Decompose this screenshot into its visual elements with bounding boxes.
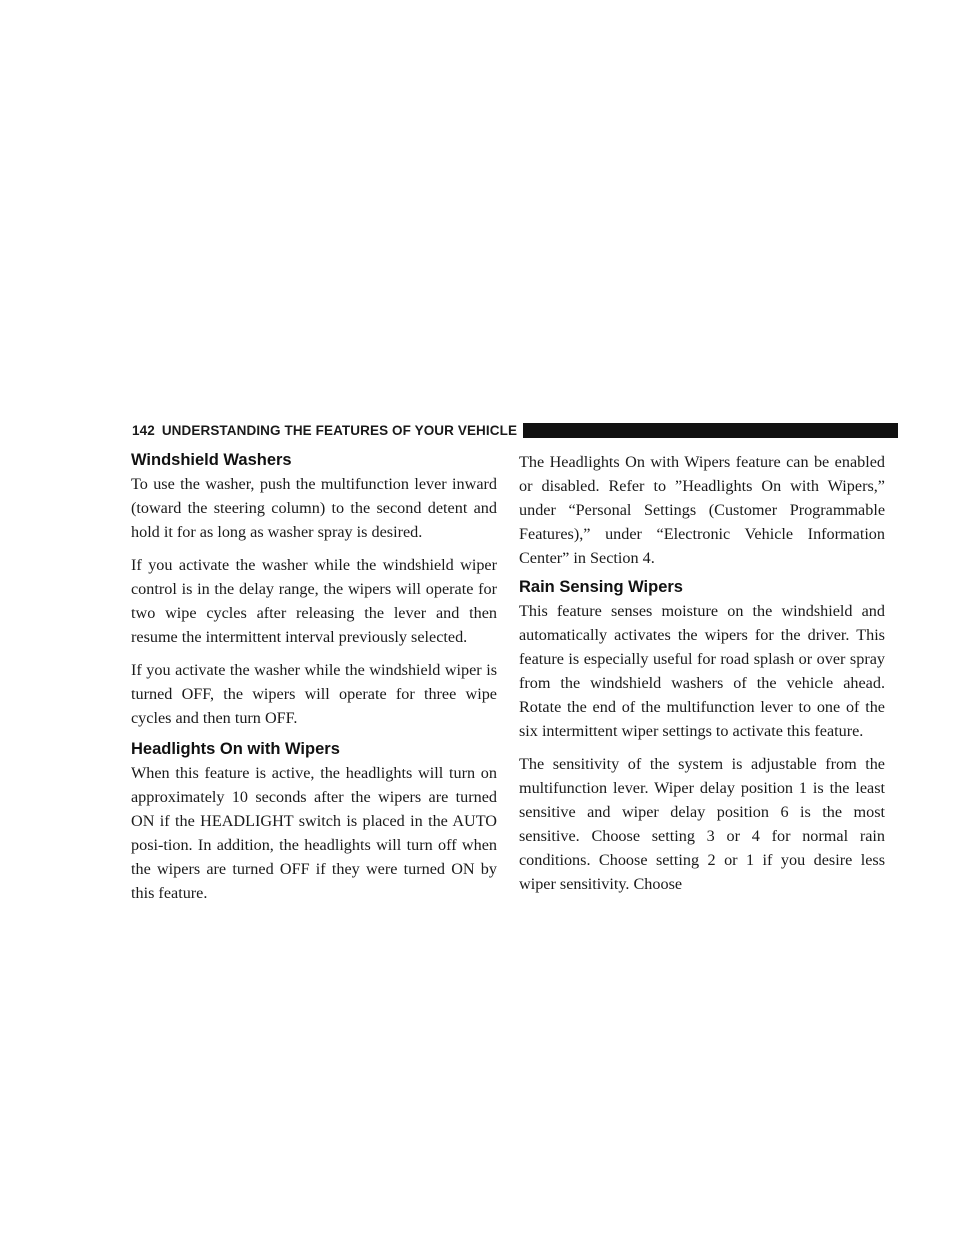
page-number: 142 bbox=[132, 422, 155, 438]
chapter-title: UNDERSTANDING THE FEATURES OF YOUR VEHICLE bbox=[161, 422, 518, 438]
body-paragraph: To use the washer, push the multifunction lever inward (toward the steering column) to the second detent and hold it for as long as washer spray is desired. bbox=[131, 475, 497, 541]
body-paragraph: If you activate the washer while the windshield wiper is turned OFF, the wipers will operate for three wipe cycles and then turn OFF. bbox=[131, 661, 497, 727]
right-column bbox=[519, 450, 885, 905]
section-heading: Windshield Washers bbox=[131, 451, 292, 469]
body-paragraph: If you activate the washer while the windshield wiper control is in the delay range, the wipers will operate for two wipe cycles after releasing the lever and then resume the intermittent interval previously selected. bbox=[131, 556, 497, 646]
body-paragraph: When this feature is active, the headlights will turn on approximately 10 seconds after the wipers are turned ON if the HEADLIGHT switch is placed in the AUTO posi-tion. In addition, the headlights will turn off when the wipers are turned OFF if they were turned ON by this feature. bbox=[131, 764, 497, 902]
header-rule-bar bbox=[523, 423, 898, 438]
section-windshield-washers bbox=[131, 450, 497, 730]
left-column bbox=[131, 450, 497, 914]
body-paragraph: This feature senses moisture on the windshield and automatically activates the wipers for the driver. This feature is especially useful for road splash or over spray from the windshield washers of the vehicle ahead. Rotate the end of the multifunction lever to one of the six intermittent wiper settings to activate this feature. bbox=[519, 602, 885, 740]
section-heading: Rain Sensing Wipers bbox=[519, 578, 683, 596]
section-heading: Headlights On with Wipers bbox=[131, 740, 340, 758]
body-paragraph: The Headlights On with Wipers feature can be enabled or disabled. Refer to ”Headlights On with Wipers,” under “Personal Settings (Customer Programmable Features),” under “Electronic Vehicle Information Center” in Section 4. bbox=[519, 453, 885, 567]
section-headlights-on-with-wipers bbox=[131, 739, 497, 905]
body-paragraph: The sensitivity of the system is adjustable from the multifunction lever. Wiper delay position 1 is the least sensitive and wiper delay position 6 is the most sensitive. Choose setting 3 or 4 for normal rain conditions. Choose setting 2 or 1 if you desire less wiper sensitivity. Choose bbox=[519, 755, 885, 893]
section-rain-sensing-wipers bbox=[519, 577, 885, 896]
page-header bbox=[132, 419, 898, 441]
